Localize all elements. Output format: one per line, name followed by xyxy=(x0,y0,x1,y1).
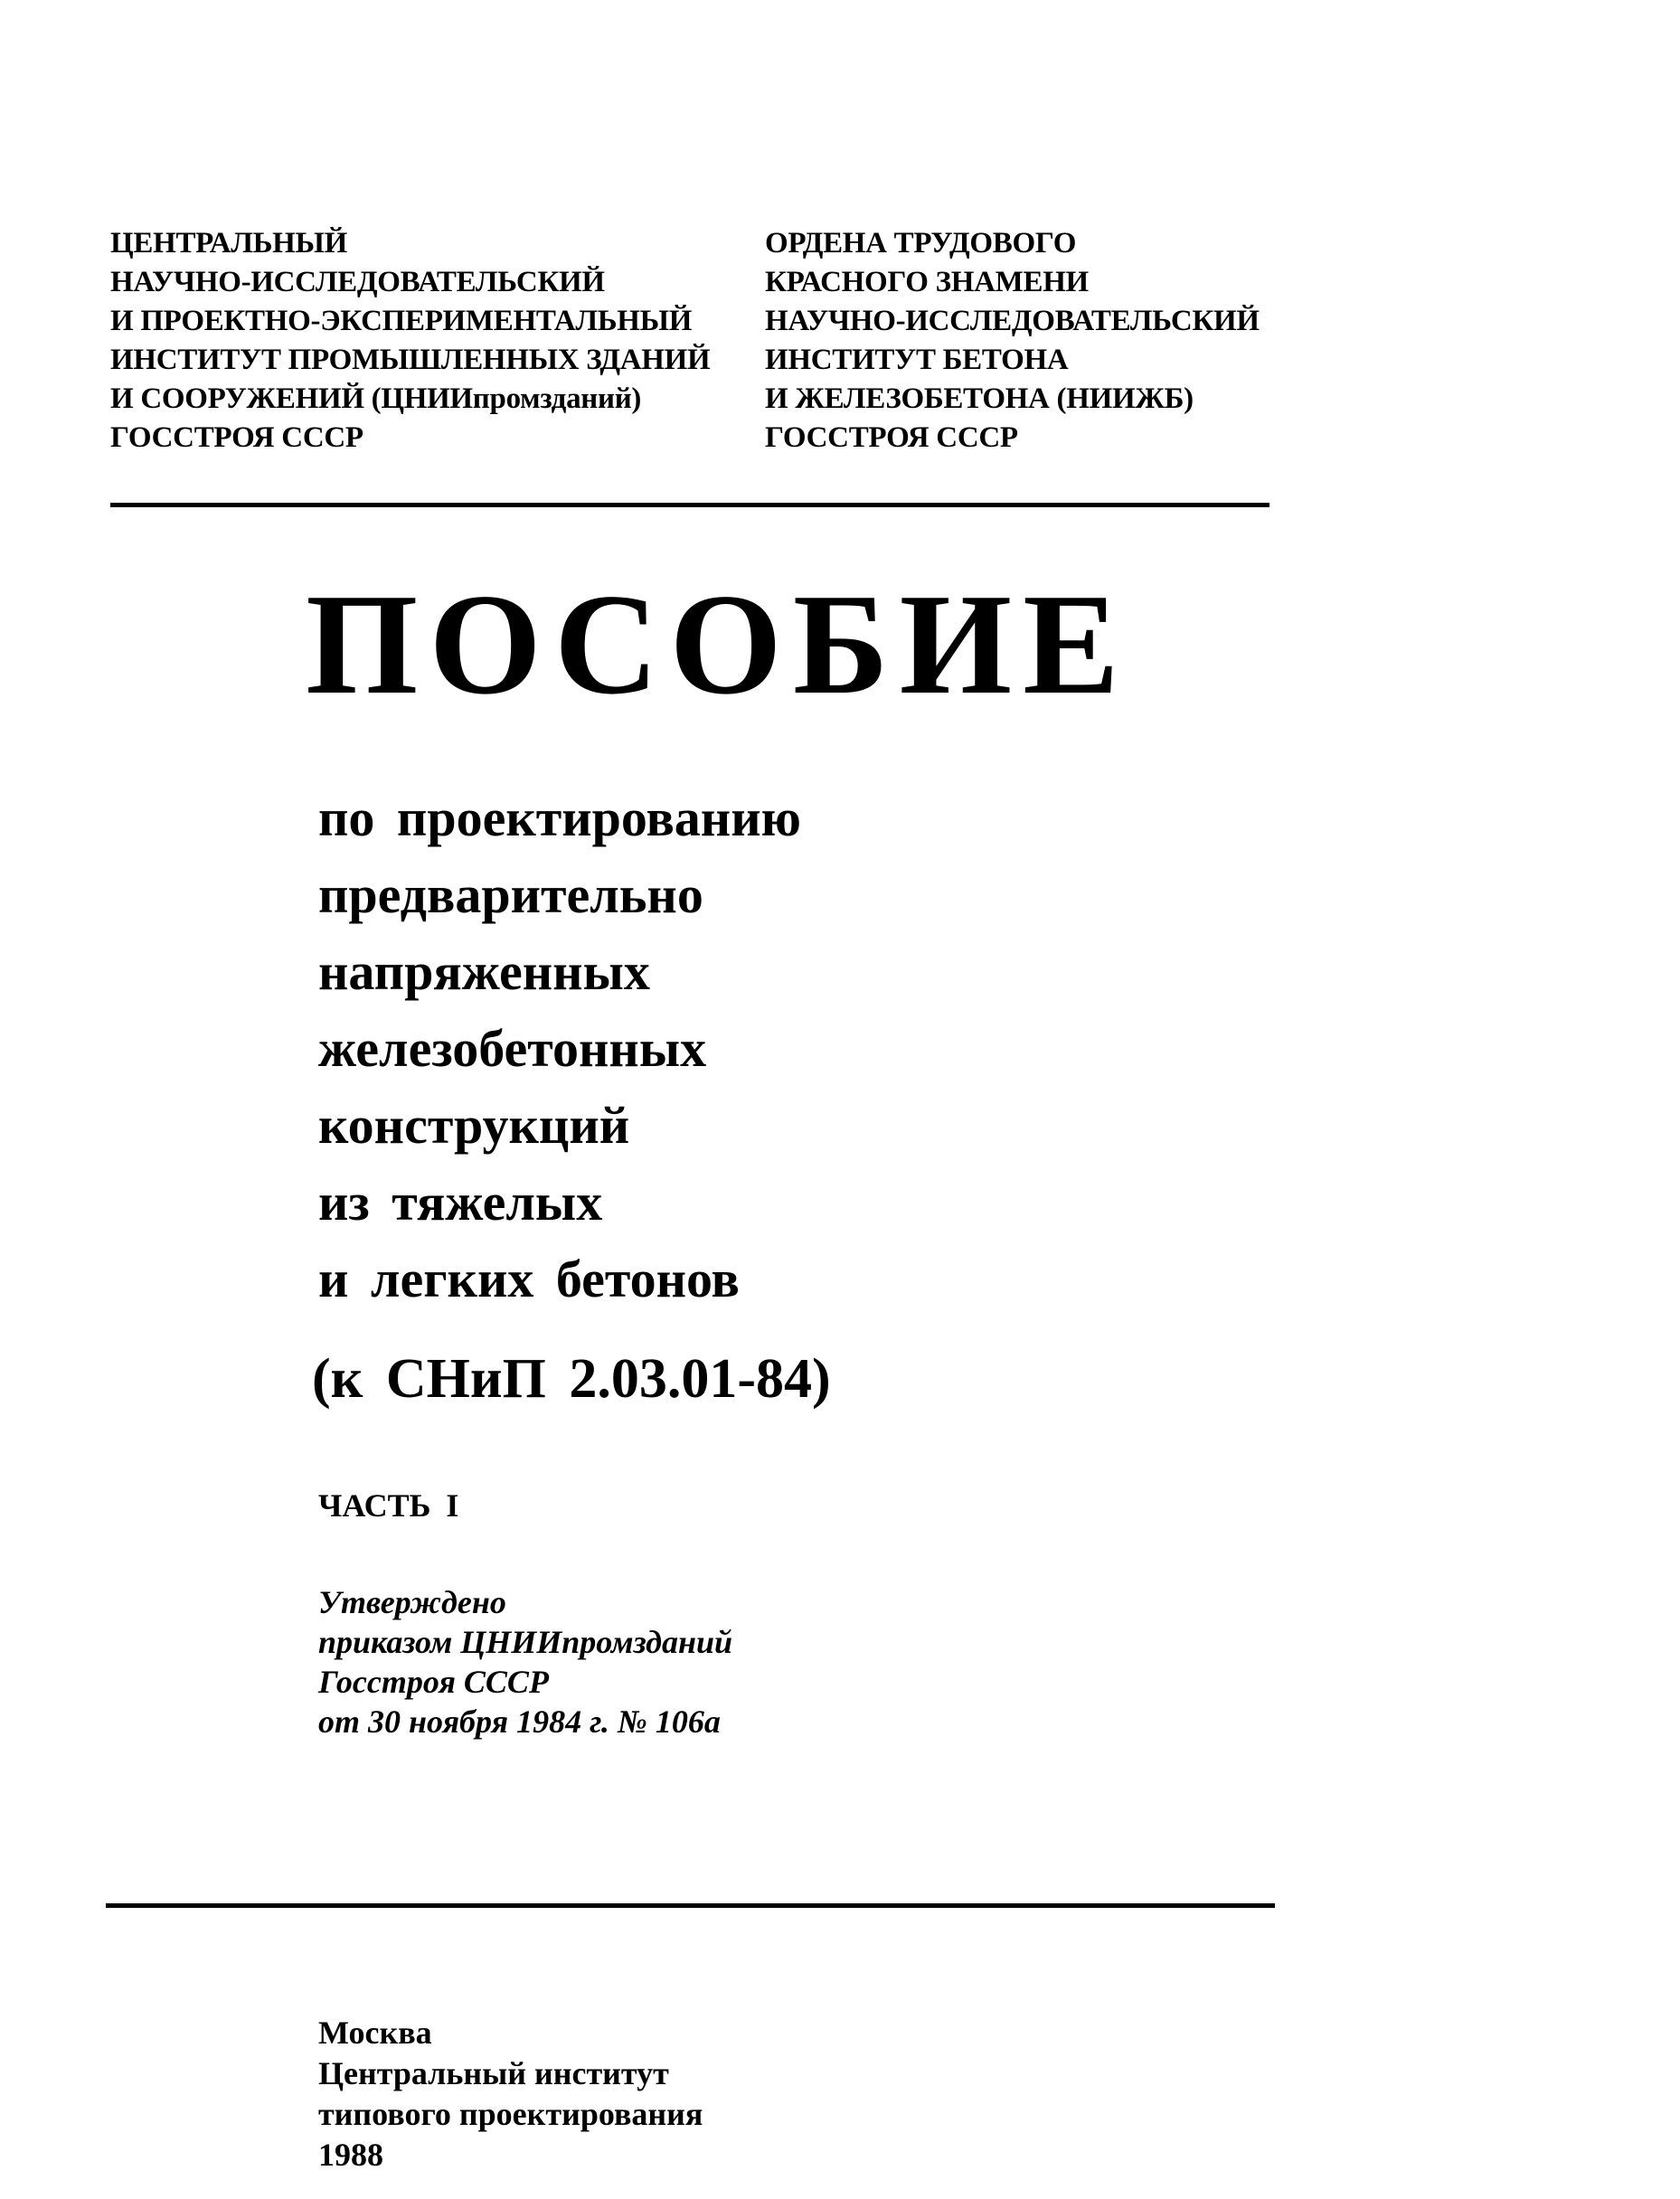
approval-line: от 30 ноября 1984 г. № 106а xyxy=(318,1704,721,1740)
snip-reference: (к СНиП 2.03.01-84) xyxy=(312,1348,831,1410)
imprint-line: типового проектирования xyxy=(318,2096,703,2132)
header-right-line: ИНСТИТУТ БЕТОНА xyxy=(765,344,1069,376)
header-right-line: КРАСНОГО ЗНАМЕНИ xyxy=(765,266,1089,298)
document-title: ПОСОБИЕ xyxy=(306,563,1130,724)
approval-line: приказом ЦНИИпромзданий xyxy=(318,1624,733,1660)
header-left-line: И СООРУЖЕНИЙ (ЦНИИпромзданий) xyxy=(110,382,642,415)
header-left-line: И ПРОЕКТНО-ЭКСПЕРИМЕНТАЛЬНЫЙ xyxy=(110,305,693,337)
part-label: ЧАСТЬ I xyxy=(318,1487,459,1524)
header-left-line: ИНСТИТУТ ПРОМЫШЛЕННЫХ ЗДАНИЙ xyxy=(110,344,711,376)
approval-block xyxy=(318,1582,732,1741)
bottom-divider-rule xyxy=(106,1903,1275,1908)
imprint-line: 1988 xyxy=(318,2137,383,2173)
header-left-line: ГОССТРОЯ СССР xyxy=(110,421,363,454)
header-right-line: ОРДЕНА ТРУДОВОГО xyxy=(765,227,1077,260)
approval-line: Утверждено xyxy=(318,1584,506,1620)
header-right-line: И ЖЕЛЕЗОБЕТОНА (НИИЖБ) xyxy=(765,382,1194,415)
header-right-line: ГОССТРОЯ СССР xyxy=(765,421,1018,454)
approval-line: Госстроя СССР xyxy=(318,1664,549,1700)
document-subtitle xyxy=(318,779,801,1317)
subtitle-line: конструкций xyxy=(318,1096,630,1155)
publisher-imprint xyxy=(318,2013,703,2175)
header-right-institute xyxy=(765,224,1260,458)
header-left-line: ЦЕНТРАЛЬНЫЙ xyxy=(110,227,347,260)
subtitle-line: и легких бетонов xyxy=(318,1250,740,1308)
subtitle-line: напряженных xyxy=(318,942,650,1001)
header-right-line: НАУЧНО-ИССЛЕДОВАТЕЛЬСКИЙ xyxy=(765,305,1260,337)
subtitle-line: предварительно xyxy=(318,865,703,924)
imprint-line: Центральный институт xyxy=(318,2055,669,2091)
subtitle-line: из тяжелых xyxy=(318,1173,603,1232)
top-divider-rule xyxy=(110,503,1269,507)
imprint-line: Москва xyxy=(318,2015,432,2051)
header-left-institute xyxy=(110,224,710,458)
subtitle-line: железобетонных xyxy=(318,1019,707,1078)
header-left-line: НАУЧНО-ИССЛЕДОВАТЕЛЬСКИЙ xyxy=(110,266,605,298)
subtitle-line: по проектированию xyxy=(318,788,801,847)
